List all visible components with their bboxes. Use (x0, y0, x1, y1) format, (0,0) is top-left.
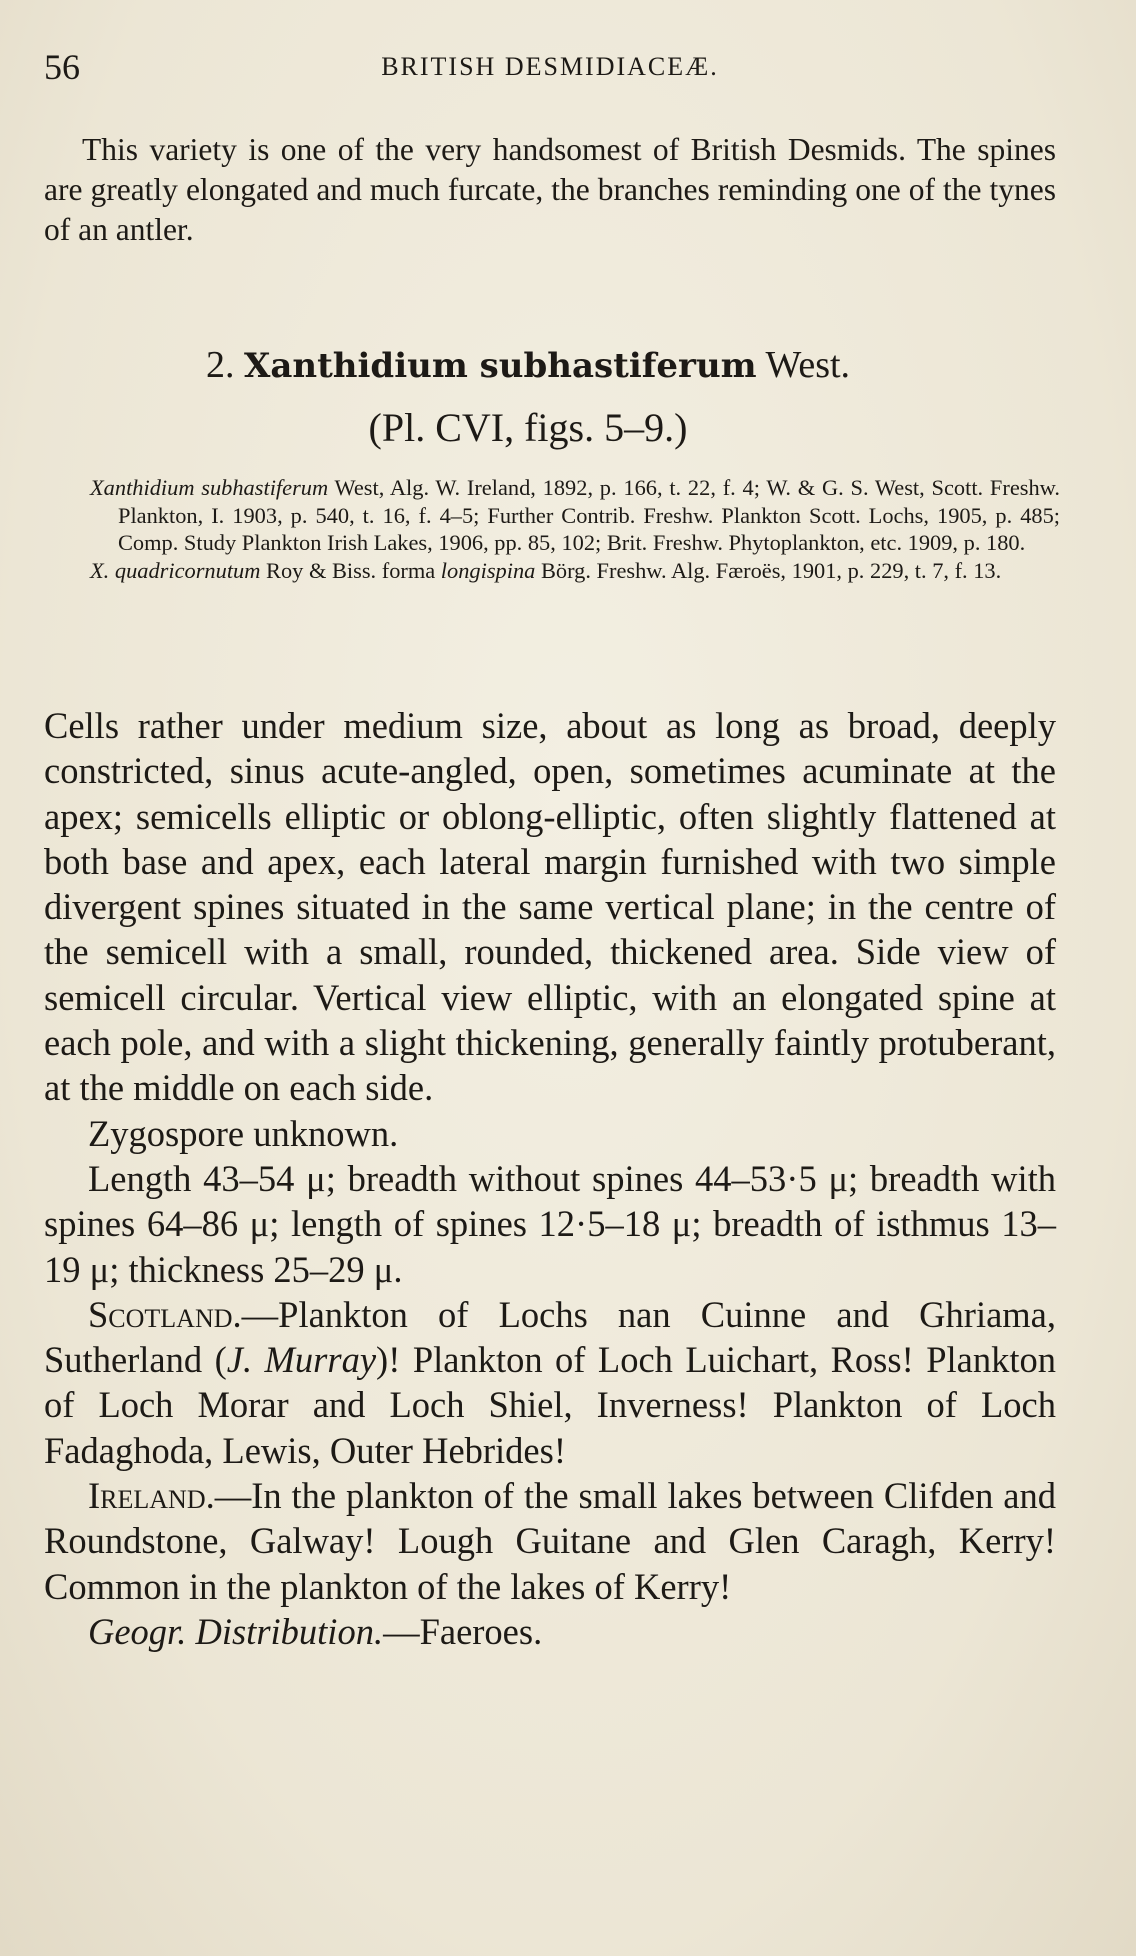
geogr-text: —Faeroes. (383, 1610, 543, 1652)
synonym-taxon: X. quadricornutum (90, 557, 261, 583)
species-heading (0, 343, 1056, 388)
distribution-scotland (44, 1292, 1056, 1473)
synonym-citation: Börg. Freshw. Alg. Færoës, 1901, p. 229, t. 7, f. 13. (535, 557, 1002, 583)
synonym-citation: Roy & Biss. forma (260, 557, 441, 583)
page-header (44, 40, 1056, 100)
description-paragraph: Cells rather under medium size, about as long as broad, deeply constricted, sinus acute-angled, open, sometimes acuminate at the apex; semicells elliptic or oblong-elliptic, often slightly flattened at both base and apex, each lateral margin furnished with two simple divergent spines situated in the same vertical plane; in the centre of the semicell with a small, rounded, thickened area. Side view of semicell circular. Vertical view elliptic, with an elongated spine at each pole, and with a slight thickening, generally faintly protuberant, at the middle on each side. (44, 705, 1056, 1109)
species-author: West. (765, 344, 851, 386)
ireland-text: —In the plankton of the small lakes between Clifden and Roundstone, Galway! Lough Guitane and Glen Caragh, Kerry! Common in the plankton of the lakes of Kerry! (44, 1475, 1056, 1607)
species-name: Xanthidium subhastiferum (243, 346, 757, 386)
zygospore-note: Zygospore unknown. (88, 1112, 399, 1154)
geographic-distribution (44, 1609, 1056, 1654)
region-label-ireland: Ireland. (88, 1475, 215, 1517)
intro-text: This variety is one of the very handsomest of British Desmids. The spines are greatly elongated and much furcate, the branches reminding one of the tynes of an antler. (44, 132, 1056, 247)
synonymy-block (90, 474, 1060, 584)
synonymy-entry (90, 474, 1060, 557)
page-number: 56 (44, 47, 80, 87)
synonym-taxon: Xanthidium subhastiferum (90, 475, 329, 500)
synonym-forma: longispina (440, 557, 536, 583)
species-number: 2. (205, 344, 235, 386)
running-title: BRITISH DESMIDIACEÆ. (381, 52, 719, 81)
scotland-text: )! Plankton of Loch Luichart, Ross! Plankton of Loch Morar and Loch Shiel, Inverness! Plankton of Loch Fadaghoda, Lewis, Outer Hebrides! (44, 1339, 1056, 1471)
scotland-text: —Plankton of Lochs nan Cuinne and Ghriama, Sutherland ( (44, 1293, 1056, 1381)
geogr-label: Geogr. Distribution. (88, 1610, 384, 1652)
collector-name: J. Murray (226, 1339, 377, 1381)
distribution-ireland (44, 1473, 1056, 1609)
intro-paragraph (44, 130, 1056, 250)
region-label-scotland: Scotland. (88, 1293, 242, 1335)
plate-reference: (Pl. CVI, figs. 5–9.) (368, 405, 688, 450)
main-text (44, 703, 1056, 1654)
measurements: Length 43–54 μ; breadth without spines 44–53·5 μ; breadth with spines 64–86 μ; length of spines 12·5–18 μ; breadth of isthmus 13–19 μ; thickness 25–29 μ. (44, 1157, 1056, 1290)
synonymy-entry (90, 557, 1060, 585)
synonym-citation: West, Alg. W. Ireland, 1892, p. 166, t. 22, f. 4; W. & G. S. West, Scott. Freshw. Plankton, I. 1903, p. 540, t. 16, f. 4–5; Further Contrib. Freshw. Plankton Scott. Lochs, 1905, p. 485; Comp. Study Plankton Irish Lakes, 1906, pp. 85, 102; Brit. Freshw. Phytoplankton, etc. 1909, p. 180. (118, 475, 1060, 555)
